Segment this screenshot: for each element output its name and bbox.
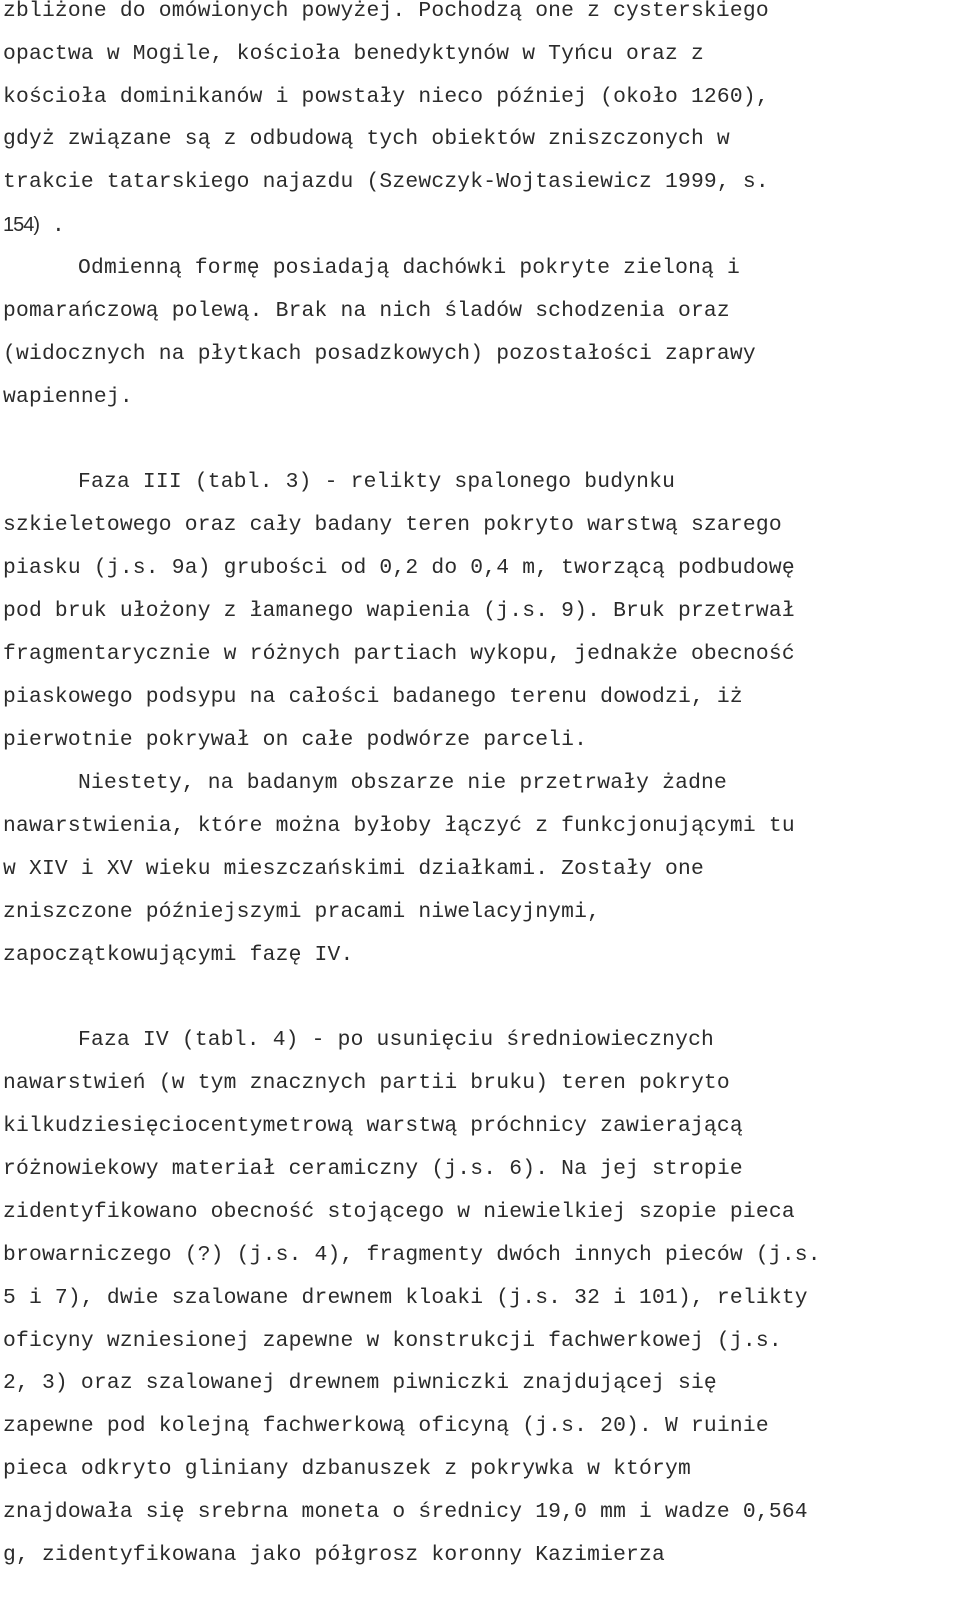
section-heading-line: Faza IV (tabl. 4) - po usunięciu średniowiecznych: [78, 1028, 715, 1052]
text-line: zapoczątkowującymi fazę IV.: [3, 943, 354, 967]
text-line: nawarstwień (w tym znacznych partii bruku) teren pokryto: [3, 1071, 730, 1095]
text-line: oficyny wzniesionej zapewne w konstrukcji fachwerkowej (j.s.: [3, 1329, 782, 1353]
text-line: browarniczego (?) (j.s. 4), fragmenty dwóch innych pieców (j.s.: [3, 1243, 821, 1267]
text-line: zbliżone do omówionych powyżej. Pochodzą one z cysterskiego: [3, 0, 769, 23]
text-line: szkieletowego oraz cały badany teren pokryto warstwą szarego: [3, 513, 782, 537]
text-line: zidentyfikowano obecność stojącego w niewielkiej szopie pieca: [3, 1200, 795, 1224]
text-line: piaskowego podsypu na całości badanego terenu dowodzi, iż: [3, 685, 743, 709]
text-line: [3, 204, 65, 247]
text-line: g, zidentyfikowana jako półgrosz koronny Kazimierza: [3, 1543, 665, 1567]
text-line: piasku (j.s. 9a) grubości od 0,2 do 0,4 m, tworzącą podbudowę: [3, 556, 795, 580]
text-line: gdyż związane są z odbudową tych obiektów zniszczonych w: [3, 127, 730, 151]
text-line: zniszczone późniejszymi pracami niwelacyjnymi,: [3, 900, 601, 924]
text-line: znajdowała się srebrna moneta o średnicy 19,0 mm i wadze 0,564: [3, 1500, 808, 1524]
section-heading-line: Faza III (tabl. 3) - relikty spalonego budynku: [78, 470, 676, 494]
text-line: fragmentarycznie w różnych partiach wykopu, jednakże obecność: [3, 642, 795, 666]
text-line: pomarańczową polewą. Brak na nich śladów schodzenia oraz: [3, 299, 730, 323]
text-line: trakcie tatarskiego najazdu (Szewczyk-Wojtasiewicz 1999, s.: [3, 170, 769, 194]
text-line: pieca odkryto gliniany dzbanuszek z pokrywka w którym: [3, 1457, 691, 1481]
text-line: kościoła dominikanów i powstały nieco później (około 1260),: [3, 85, 769, 109]
text-line: różnowiekowy materiał ceramiczny (j.s. 6). Na jej stropie: [3, 1157, 743, 1181]
text-line: kilkudziesięciocentymetrową warstwą próchnicy zawierającą: [3, 1114, 743, 1138]
text-line: pierwotnie pokrywał on całe podwórze parceli.: [3, 728, 588, 752]
page-reference: 154): [3, 214, 40, 236]
text-fragment: .: [39, 214, 65, 238]
text-line: zapewne pod kolejną fachwerkową oficyną (j.s. 20). W ruinie: [3, 1414, 769, 1438]
text-line: opactwa w Mogile, kościoła benedyktynów w Tyńcu oraz z: [3, 42, 704, 66]
text-line: 5 i 7), dwie szalowane drewnem kloaki (j.s. 32 i 101), relikty: [3, 1286, 808, 1310]
text-line: (widocznych na płytkach posadzkowych) pozostałości zaprawy: [3, 342, 756, 366]
text-line: nawarstwienia, które można byłoby łączyć z funkcjonującymi tu: [3, 814, 795, 838]
text-line: w XIV i XV wieku mieszczańskimi działkami. Zostały one: [3, 857, 704, 881]
text-line: Niestety, na badanym obszarze nie przetrwały żadne: [78, 771, 728, 795]
text-line: Odmienną formę posiadają dachówki pokryte zieloną i: [78, 256, 740, 280]
text-line: pod bruk ułożony z łamanego wapienia (j.s. 9). Bruk przetrwał: [3, 599, 795, 623]
text-line: 2, 3) oraz szalowanej drewnem piwniczki znajdującej się: [3, 1371, 717, 1395]
text-line: wapiennej.: [3, 385, 133, 409]
